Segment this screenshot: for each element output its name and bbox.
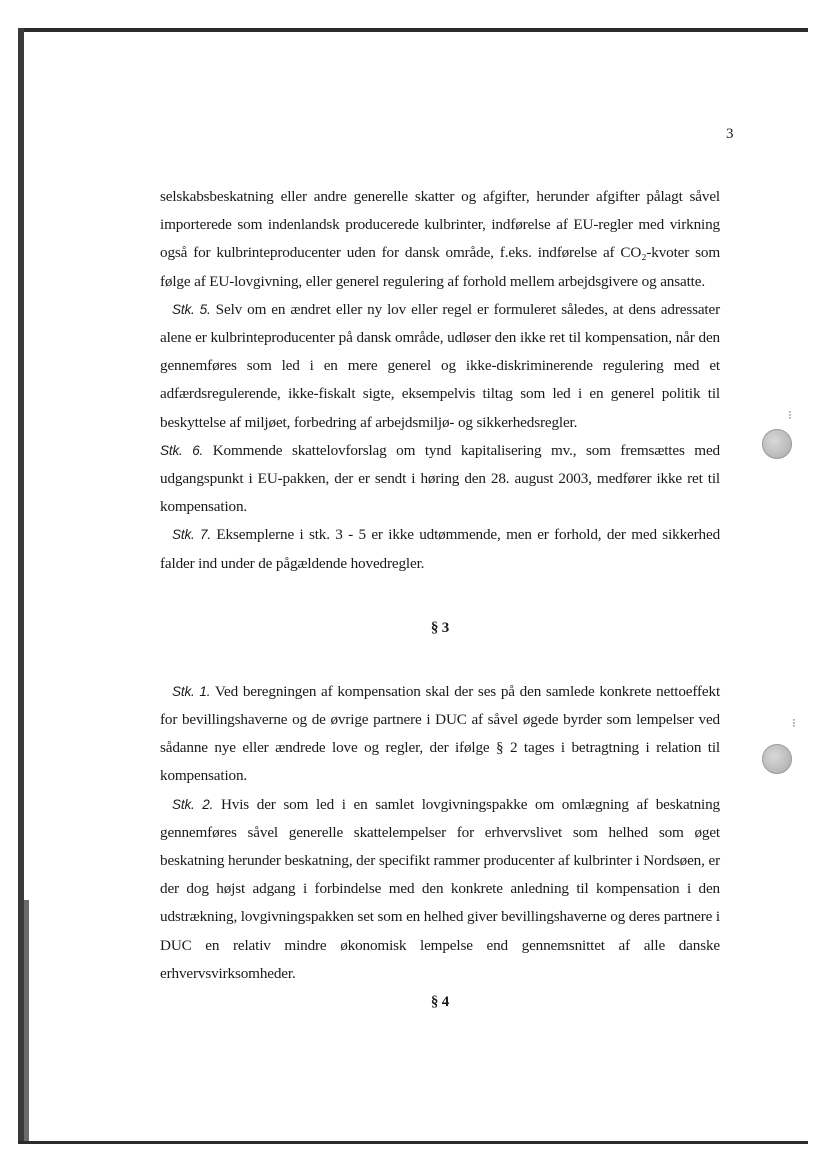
scan-edge-top xyxy=(18,28,808,32)
paragraph-text: Hvis der som led i en samlet lovgivningspakke om omlægning af beskatning gennemføres såvel generelle skattelempelser for erhvervslivet som helhed som øget beskatning herunder beskatning, der specifikt rammer producenter af kulbrinter i Nordsøen, er der dog højst adgang i forbindelse med den konkrete anledning til kompensation i den udstrækning, lovgivningspakken set som en helhed giver bevillingshaverne og deres partnere i DUC en relativ mindre økonomisk lempelse end gennemsnittet af alle danske erhvervsvirksomheder. xyxy=(160,795,720,982)
stk-label: Stk. 6. xyxy=(160,442,204,458)
paragraph-text: Eksemplerne i stk. 3 - 5 er ikke udtømmende, men er forhold, der med sikkerhed falder ind under de pågældende hovedregler. xyxy=(160,526,721,572)
stk-label: Stk. 5. xyxy=(172,301,211,317)
section-heading-4: § 4 xyxy=(430,993,450,1010)
paragraph-stk6 xyxy=(160,437,720,522)
paragraph-text: Selv om en ændret eller ny lov eller regel er formuleret således, at dens adressater alene er kulbrinteproducenter på dansk område, udløser den ikke ret til kompensation, når den gennemføres som led i en mere generel og ikke-diskriminerende regulering med et adfærdsregulerende, ikke-fiskalt sigte, eksempelvis tiltag som led i en generel politik til beskyttelse af miljøet, forbedring af arbejdsmiljø- og sikkerhedsregler. xyxy=(160,300,720,431)
document-body xyxy=(160,183,720,1016)
paragraph-continuation: selskabsbeskatning eller andre generelle skatter og afgifter, herunder afgifter pålagt såvel importerede som indenlandsk producerede kulbrinter, indførelse af EU-regler med virkning også for kulbrinteproducenter uden for dansk område, f.eks. indførelse af CO₂-kvoter som følge af EU-lovgivning, eller generel regulering af forhold mellem arbejdsgivere og ansatte. xyxy=(160,188,720,290)
paragraph-text: Kommende skattelovforslag om tynd kapitalisering mv., som fremsættes med udgangspunkt i EU-pakken, der er sendt i høring den 28. august 2003, medfører ikke ret til kompensation. xyxy=(160,441,721,516)
paragraph-s3-stk1 xyxy=(160,678,720,791)
punch-hole xyxy=(762,429,792,459)
section-heading-3: § 3 xyxy=(430,619,450,636)
punch-hole xyxy=(762,744,792,774)
page-number: 3 xyxy=(726,126,734,142)
scan-speck: ⁝ xyxy=(792,716,796,730)
scan-speck: ⁝ xyxy=(788,408,792,422)
paragraph-stk5 xyxy=(160,296,720,437)
paragraph-s3-stk2 xyxy=(160,791,720,988)
stk-label: Stk. 7. xyxy=(172,527,211,543)
stk-label: Stk. 2. xyxy=(172,796,214,812)
scan-edge-bottom xyxy=(18,1141,808,1144)
stk-label: Stk. 1. xyxy=(172,683,211,699)
paragraph-text: Ved beregningen af kompensation skal der ses på den samlede konkrete nettoeffekt for bevillingshaverne og de øvrige partnere i DUC af såvel øgede byrder som lempelser ved sådanne nye eller ændrede love og regler, der ifølge § 2 tages i betragtning i relation til kompensation. xyxy=(160,682,721,785)
scan-edge-left-shadow xyxy=(24,900,29,1144)
paragraph-stk7 xyxy=(160,521,720,577)
